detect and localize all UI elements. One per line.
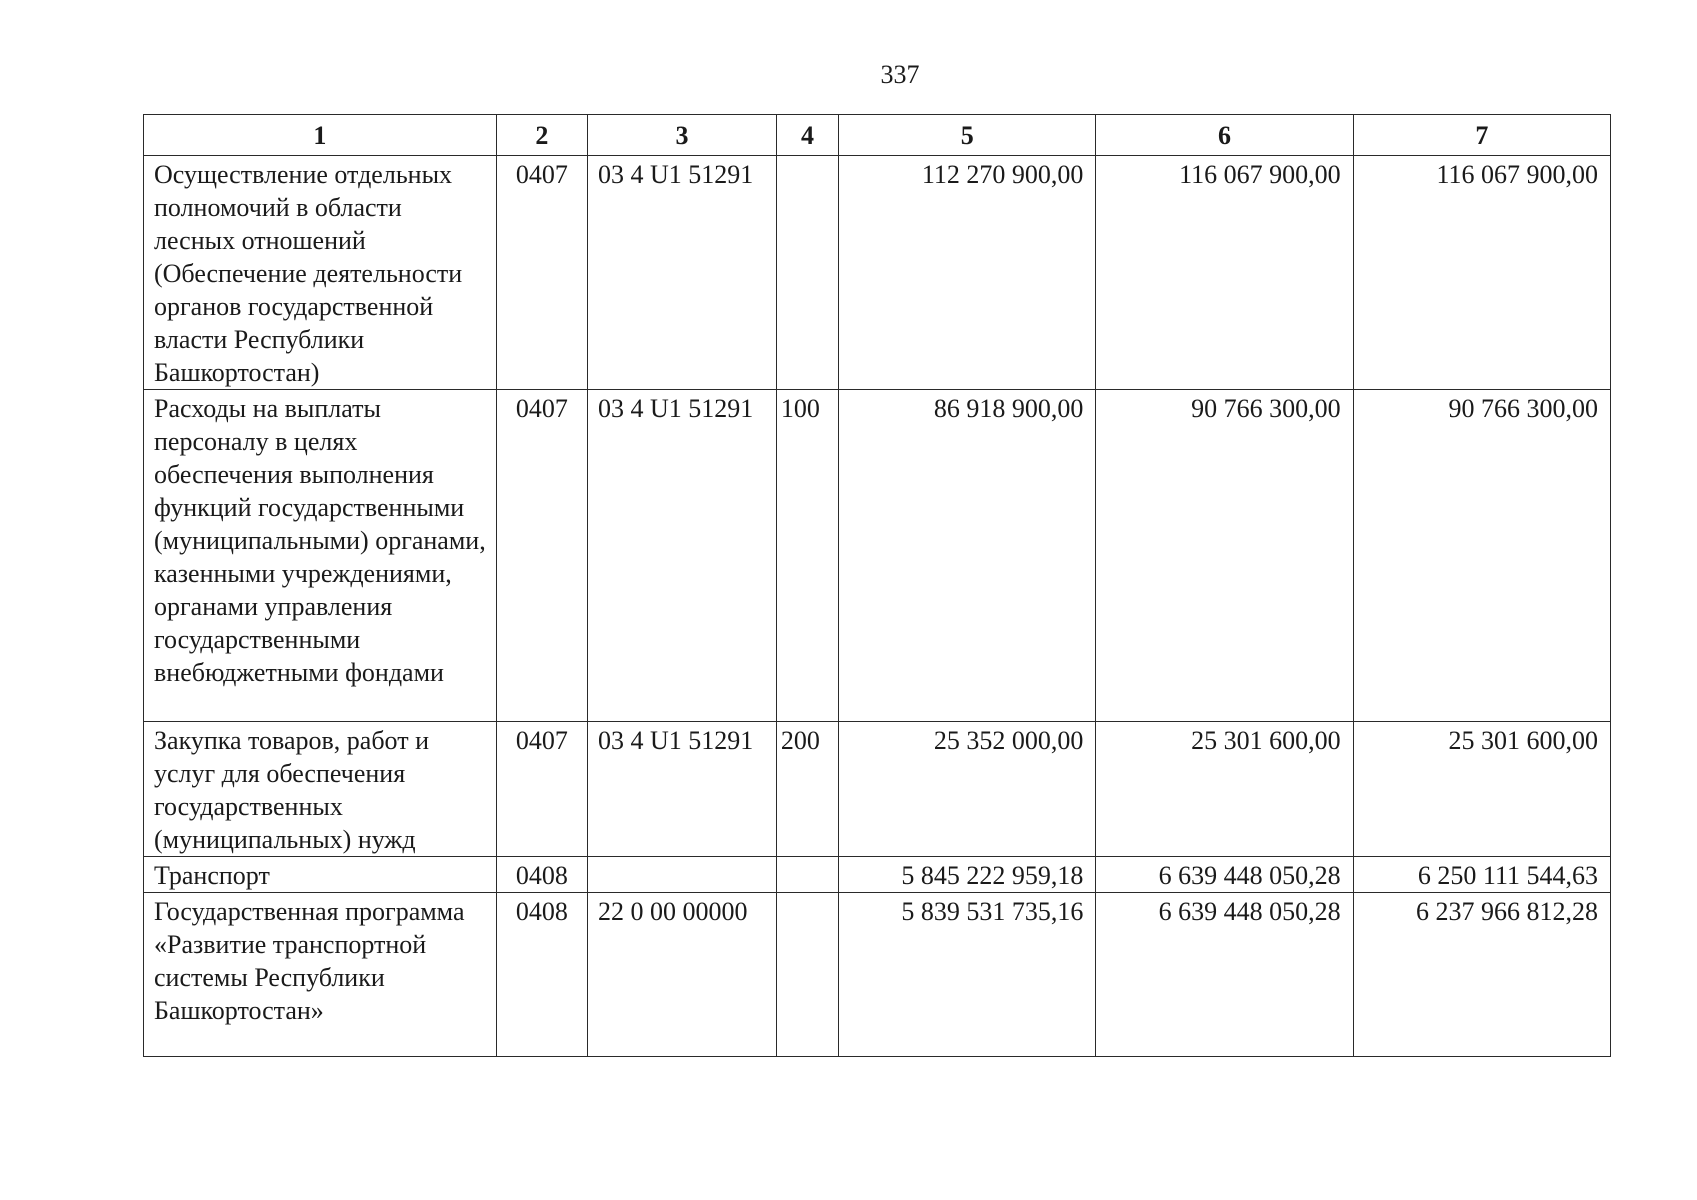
row-section-code: 0407 xyxy=(496,390,587,722)
column-header: 1 xyxy=(144,115,497,156)
row-amount-col6: 116 067 900,00 xyxy=(1096,156,1353,390)
row-name: Осуществление отдельных полномочий в области лесных отношений (Обеспечение деятельности органов государственной власти Республики Башкортостан) xyxy=(144,156,497,390)
row-name: Закупка товаров, работ и услуг для обеспечения государственных (муниципальных) нужд xyxy=(144,722,497,857)
row-amount-col5: 25 352 000,00 xyxy=(839,722,1096,857)
table-row xyxy=(144,390,1611,722)
row-kind-code: 200 xyxy=(776,722,838,857)
row-target-code: 03 4 U1 51291 xyxy=(588,390,777,722)
row-name: Государственная программа «Развитие транспортной системы Республики Башкортостан» xyxy=(144,893,497,1057)
row-kind-code xyxy=(776,893,838,1057)
row-section-code: 0408 xyxy=(496,857,587,893)
page-number: 337 xyxy=(880,60,920,89)
row-amount-col6: 90 766 300,00 xyxy=(1096,390,1353,722)
row-amount-col5: 86 918 900,00 xyxy=(839,390,1096,722)
row-amount-col5: 112 270 900,00 xyxy=(839,156,1096,390)
row-section-code: 0408 xyxy=(496,893,587,1057)
row-amount-col6: 6 639 448 050,28 xyxy=(1096,893,1353,1057)
row-section-code: 0407 xyxy=(496,722,587,857)
table-header-row xyxy=(144,115,1611,156)
row-section-code: 0407 xyxy=(496,156,587,390)
row-amount-col6: 25 301 600,00 xyxy=(1096,722,1353,857)
column-header: 6 xyxy=(1096,115,1353,156)
column-header: 7 xyxy=(1353,115,1610,156)
row-target-code xyxy=(588,857,777,893)
table-row xyxy=(144,893,1611,1057)
table-row xyxy=(144,156,1611,390)
column-header: 5 xyxy=(839,115,1096,156)
row-amount-col6: 6 639 448 050,28 xyxy=(1096,857,1353,893)
row-amount-col5: 5 839 531 735,16 xyxy=(839,893,1096,1057)
row-amount-col5: 5 845 222 959,18 xyxy=(839,857,1096,893)
row-name: Транспорт xyxy=(144,857,497,893)
row-kind-code xyxy=(776,156,838,390)
column-header: 3 xyxy=(588,115,777,156)
column-header: 4 xyxy=(776,115,838,156)
budget-table xyxy=(143,114,1611,1057)
row-kind-code: 100 xyxy=(776,390,838,722)
row-amount-col7: 6 250 111 544,63 xyxy=(1353,857,1610,893)
row-target-code: 03 4 U1 51291 xyxy=(588,156,777,390)
row-target-code: 22 0 00 00000 xyxy=(588,893,777,1057)
row-target-code: 03 4 U1 51291 xyxy=(588,722,777,857)
row-amount-col7: 90 766 300,00 xyxy=(1353,390,1610,722)
row-kind-code xyxy=(776,857,838,893)
table-row xyxy=(144,722,1611,857)
row-amount-col7: 25 301 600,00 xyxy=(1353,722,1610,857)
table-row xyxy=(144,857,1611,893)
row-name: Расходы на выплаты персоналу в целях обеспечения выполнения функций государственными (муниципальными) органами, казенными учреждениями, органами управления государственными внебюджетными фондами xyxy=(144,390,497,722)
column-header: 2 xyxy=(496,115,587,156)
row-amount-col7: 116 067 900,00 xyxy=(1353,156,1610,390)
row-amount-col7: 6 237 966 812,28 xyxy=(1353,893,1610,1057)
